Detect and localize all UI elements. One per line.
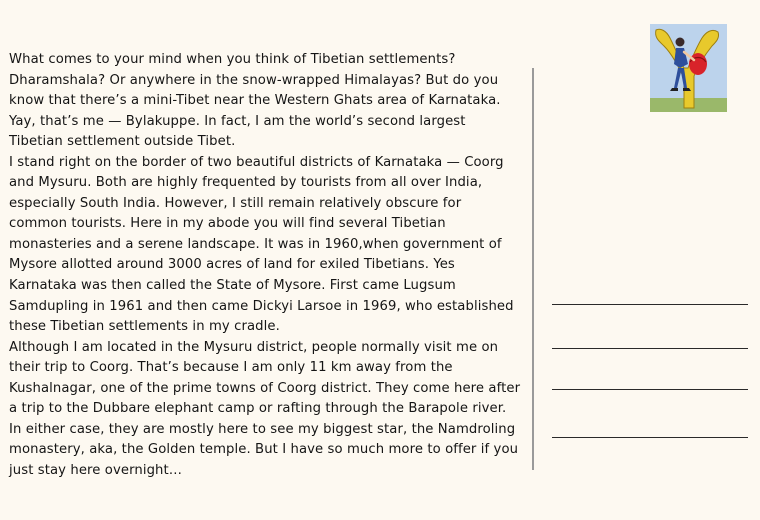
address-line-4[interactable] <box>552 437 748 438</box>
postcard-message <box>9 50 521 481</box>
stamp-illustration-icon <box>650 24 727 112</box>
address-line-3[interactable] <box>552 389 748 390</box>
message-paragraph-2: I stand right on the border of two beautiful districts of Karnataka — Coorg and Mysuru. Both are highly frequented by tourists from all over India, especially South India. However, I still remain relatively obscure for common tourists. Here in my abode you will find several Tibetian monasteries and a serene landscape. It was in 1960,when government of Mysore allotted around 3000 acres of land for exiled Tibetians. Yes Karnataka was then called the State of Mysore. First came Lugsum Samdupling in 1961 and then came Dickyi Larsoe in 1969, who established these Tibetian settlements in my cradle. <box>9 154 514 335</box>
message-paragraph-3: Although I am located in the Mysuru district, people normally visit me on their trip to Coorg. That’s because I am only 11 km away from the Kushalnagar, one of the prime towns of Coorg district. They come here after a trip to the Dubbare elephant camp or rafting through the Barapole river. In either case, they are mostly here to see my biggest star, the Namdroling monastery, aka, the Golden temple. But I have so much more to offer if you just stay here overnight… <box>9 339 521 478</box>
address-line-1[interactable] <box>552 304 748 305</box>
postcard-divider <box>532 68 534 470</box>
stamp <box>650 24 727 112</box>
address-line-2[interactable] <box>552 348 748 349</box>
message-paragraph-1: What comes to your mind when you think of Tibetian settlements? Dharamshala? Or anywhere in the snow-wrapped Himalayas? But do you know that there’s a mini-Tibet near the Western Ghats area of Karnataka. Yay, that’s me — Bylakuppe. In fact, I am the world’s second largest Tibetian settlement outside Tibet. <box>9 52 501 150</box>
